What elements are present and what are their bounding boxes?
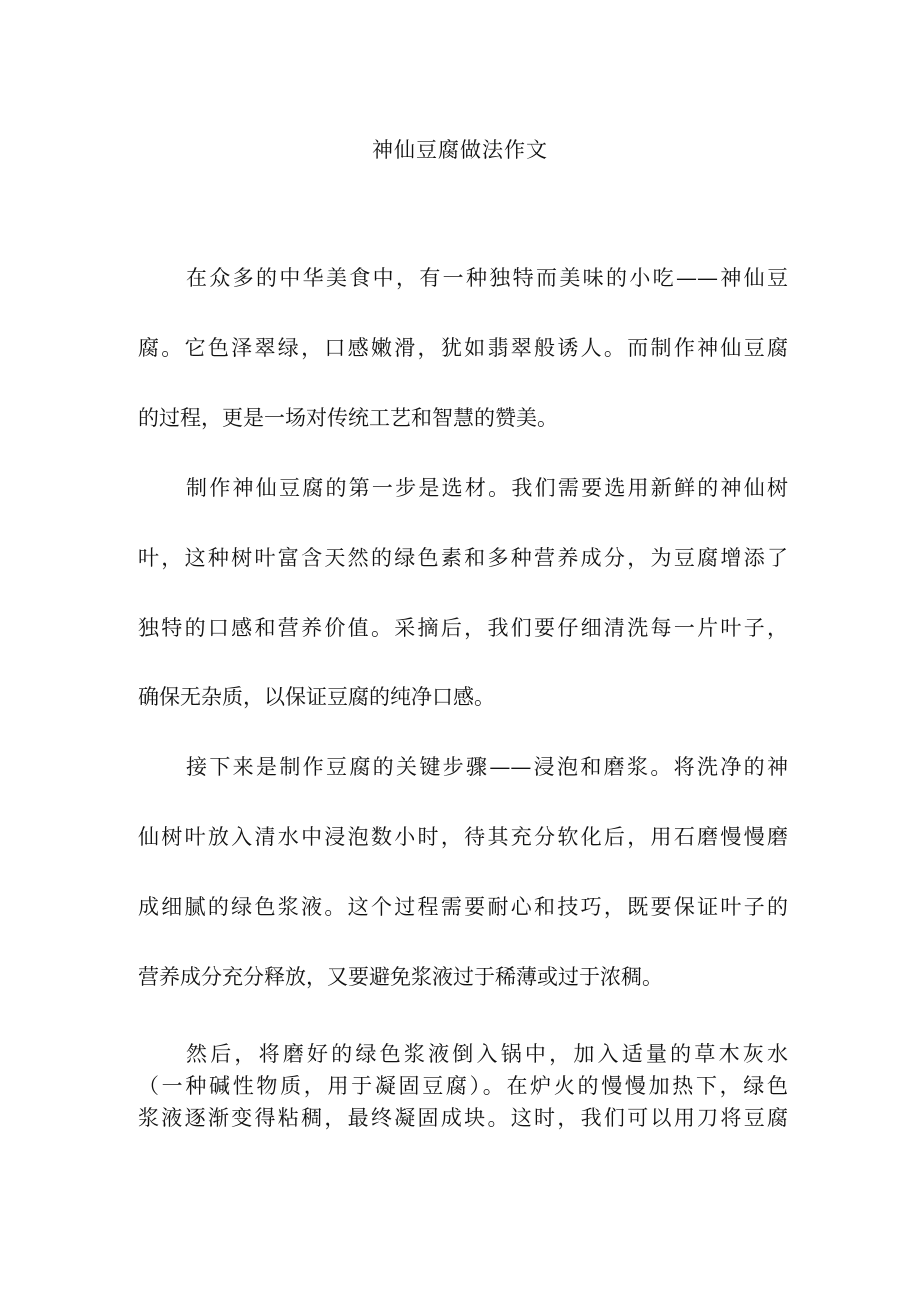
- text-line: 腐。它色泽翠绿，口感嫩滑，犹如翡翠般诱人。而制作神仙豆腐: [138, 336, 788, 360]
- text-line: 成细腻的绿色浆液。这个过程需要耐心和技巧，既要保证叶子的: [138, 895, 788, 919]
- text-line: 然后，将磨好的绿色浆液倒入锅中，加入适量的草木灰水: [186, 1042, 788, 1066]
- text-line: 制作神仙豆腐的第一步是选材。我们需要选用新鲜的神仙树: [186, 476, 788, 500]
- text-line: 在众多的中华美食中，有一种独特而美味的小吃——神仙豆: [186, 266, 788, 290]
- text-line: 营养成分充分释放，又要避免浆液过于稀薄或过于浓稠。: [138, 965, 663, 989]
- text-line: 仙树叶放入清水中浸泡数小时，待其充分软化后，用石磨慢慢磨: [138, 825, 788, 849]
- text-line: 的过程，更是一场对传统工艺和智慧的赞美。: [138, 406, 558, 430]
- text-line: 浆液逐渐变得粘稠，最终凝固成块。这时，我们可以用刀将豆腐: [138, 1106, 788, 1130]
- text-line: 独特的口感和营养价值。采摘后，我们要仔细清洗每一片叶子，: [138, 616, 788, 640]
- text-line: 叶，这种树叶富含天然的绿色素和多种营养成分，为豆腐增添了: [138, 546, 788, 570]
- text-line: （一种碱性物质，用于凝固豆腐）。在炉火的慢慢加热下，绿色: [138, 1074, 788, 1098]
- document-title: 神仙豆腐做法作文: [372, 138, 548, 162]
- text-line: 接下来是制作豆腐的关键步骤——浸泡和磨浆。将洗净的神: [186, 755, 788, 779]
- text-line: 确保无杂质，以保证豆腐的纯净口感。: [138, 685, 495, 709]
